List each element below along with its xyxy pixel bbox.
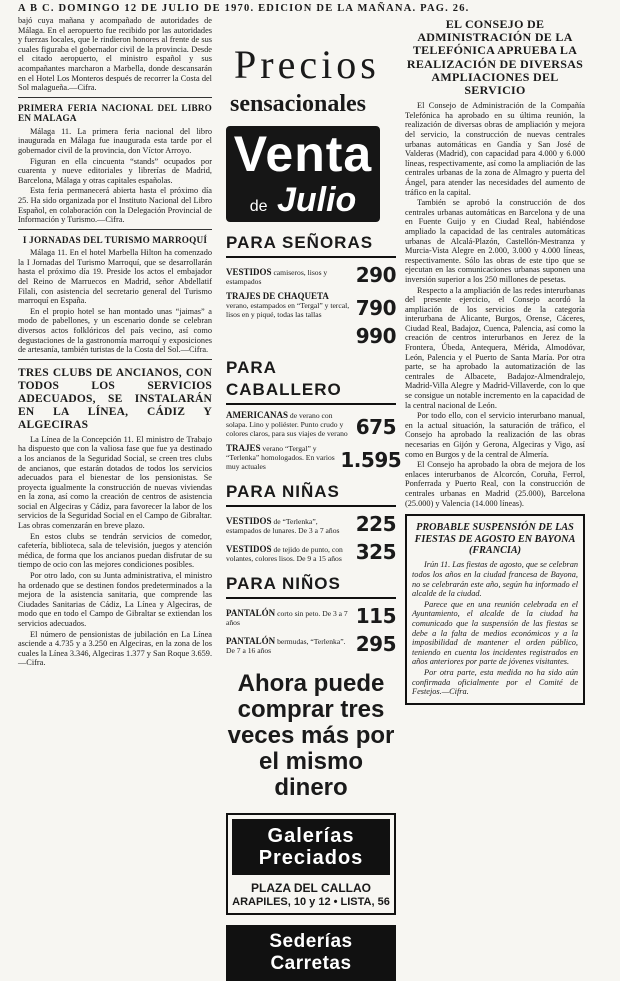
ad-item-title: VESTIDOS (226, 544, 272, 554)
ad-store-box (226, 813, 396, 915)
paragraph: Irún 11. Las fiestas de agosto, que se celebran todos los años en la ciudad francesa de Bayona, no se celebrarán este año, según ha informado el alcalde de la ciudad. (412, 560, 578, 599)
ad-item-title: TRAJES DE CHAQUETA (226, 291, 329, 301)
ad-de-text: de (249, 198, 268, 215)
ad-item-row (226, 411, 396, 438)
ad-item-desc (226, 637, 351, 655)
paragraph: También se aprobó la construcción de dos centrales urbanas automáticas en Barcelona y de una en Fuente Guijo y en Ciudad Real, habiéndose ampliado la capacidad de las centrales automáticas urbanas de Alcalá-Plazón, Castellón-Mestranza y Murcia-Vista Alegre en 2.000, 3.000 y 4.000 líneas, respectivamente. Sólo las obras de este tipo que se ejecutan en las comunicaciones urbanas suponen una inversión superior a los 250 millones de pesetas. (405, 198, 585, 284)
ad-item-text: verano “Tergal” y “Terlenka” homologados. En varios muy actuales (226, 444, 335, 471)
ad-item-desc (226, 268, 351, 286)
ad-store-address-2: ARAPILES, 10 y 12 • LISTA, 56 (232, 896, 390, 908)
divider (18, 97, 212, 98)
ad-headline-precios: Precios (234, 42, 380, 87)
ad-item-desc (226, 517, 351, 535)
ad-store-address: PLAZA DEL CALLAO (251, 881, 371, 895)
column-left (18, 16, 212, 669)
ad-list-caballero (226, 410, 402, 472)
paragraph: La Línea de la Concepción 11. El ministro de Trabajo ha dispuesto que con la valiosa fase que fue ya destinado a los ancianos de la Seguridad Social, se creen tres clubs de ancianos, que estarán dotados de todos los servicios adecuados para el bienestar de los pensionistas. Se proyecta igualmente la construcción de nuevas viviendas en la zona, así como la creación de centros de asistencia social en Algeciras y Cádiz, para favorecer la labor de los servicios de la Seguridad Social en el Campo de Gibraltar. Las obras comenzarán en breve plazo. (18, 434, 212, 531)
column-right (405, 16, 585, 705)
paragraph: Por otra parte, esta medida no ha sido aún confirmada oficialmente por el Comité de Festejos.—Cifra. (412, 667, 578, 697)
divider (18, 229, 212, 230)
paragraph: Málaga 11. La primera feria nacional del libro inaugurada en Málaga fue inaugurada esta tarde por el gobernador civil de la provincia, don Víctor Arroyo. (18, 126, 212, 155)
ad-section-caballero: PARA CABALLERO (226, 357, 396, 405)
ad-item-price: 225 (355, 512, 396, 536)
paragraph: Respecto a la ampliación de las redes interurbanas del presente ejercicio, el Consejo acordó la ampliación de los servicios de la categoría interurbana de Alicante, Burgos, Orense, Cáceres, Ciudad Real, Badajoz, Cuenca, Palencia, así como la creación de centros interurbanos en Jerez de la Frontera, Úbeda, Antequera, Mérida, Almodóvar, León, Palencia y el Puerto de Santa María. Por otra parte, se ha aprobado la automatización de las centrales de Albacete, Badajoz-Almendralejo, Madrid-Villa Alegre y Madrid-Villaverde, con lo que se consigue un notable incremento en la capacidad de la central nacional de León. (405, 285, 585, 410)
paragraph: En el propio hotel se han montado unas “jaimas” a modo de pabellones, y un escenario donde se celebran diversos actos folklóricos del país vecino, así como degustaciones de la gastronomía marroquí y exposiciones de artesanía, también turistas de la Costa del Sol.—Cifra. (18, 306, 212, 355)
ad-list-senoras (226, 264, 396, 347)
ad-item-title: PANTALÓN (226, 636, 276, 646)
paragraph: En estos clubs se tendrán servicios de comedor, cafetería, biblioteca, sala de televisión, juegos y atención médica, de forma que los ancianos puedan disfrutar de su tiempo de ocio con las mejores condiciones posibles. (18, 531, 212, 570)
ad-venta-block (226, 126, 380, 222)
ad-list-ninas (226, 513, 396, 563)
headline-turismo-marroqui: I JORNADAS DEL TURISMO MARROQUÍ (22, 234, 208, 245)
ad-section-ninas: PARA NIÑAS (226, 481, 396, 507)
ad-item-price: 790 (355, 296, 396, 320)
ad-headline-sensacionales: sensacionales (230, 91, 367, 117)
ad-item-row (226, 325, 396, 347)
boxed-article-bayona (405, 514, 585, 705)
paragraph: Por otro lado, con su Junta administrativa, el ministro ha ordenado que se destinen fondos predeterminados a la mejora de la asistencia sanitaria, que comprende las Ciudades Sanitarias de Cádiz, La Línea y Algeciras, de modo que en todo el Campo de Gibraltar se extiendan los servicios adecuados. (18, 571, 212, 628)
divider (18, 359, 212, 360)
headline-telefonica: EL CONSEJO DE ADMINISTRACIÓN DE LA TELEFÓNICA APRUEBA LA REALIZACIÓN DE DIVERSAS AMPLIACIONES DEL SERVICIO (406, 17, 584, 98)
ad-item-text: de “Terlenka”, estampados de lunares. De 3 a 7 años (226, 517, 340, 535)
headline-bayona: PROBABLE SUSPENSIÓN DE LAS FIESTAS DE AGOSTO EN BAYONA (FRANCIA) (414, 522, 576, 556)
headline-clubs-ancianos: TRES CLUBS DE ANCIANOS, CON TODOS LOS SERVICIOS ADECUADOS, SE INSTALARÁN EN LA LÍNEA, CÁDIZ Y ALGECIRAS (18, 366, 212, 431)
headline-feria-libro: PRIMERA FERIA NACIONAL DEL LIBRO EN MALAGA (18, 102, 212, 124)
ad-item-row (226, 264, 396, 286)
paragraph: Esta feria permanecerá abierta hasta el próximo día 25. Ha sido organizada por el Instituto Nacional del Libro Español, en colaboración con la Delegación Provincial de Información y Turismo.—Cifra. (18, 186, 212, 225)
ad-item-price: 295 (355, 632, 396, 656)
paragraph: El Consejo ha aprobado la obra de mejora de los enlaces interurbanos de Alcorcón, Coruña, Ferrol, Ponferrada y Puerto Real, con la construcción de centrales urbanas en Madrid (25.000), Barcelona (25.000) y Valencia (14.000 líneas). (405, 460, 585, 508)
page-header: A B C. DOMINGO 12 DE JULIO DE 1970. EDICION DE LA MAÑANA. PAG. 26. (18, 3, 470, 14)
ad-item-row (226, 292, 396, 319)
ad-item-text: de tejido de punto, con volantes, colores lisos. De 9 a 15 años (226, 545, 343, 563)
ad-item-row (226, 605, 396, 627)
ad-item-desc (226, 545, 351, 563)
ad-item-title: PANTALÓN (226, 608, 276, 618)
ad-item-title: AMERICANAS (226, 410, 289, 420)
ad-item-desc (226, 444, 340, 471)
article-lead: bajó cuya mañana y acompañado de autoridades de Málaga. En el aeropuerto fue recibido por las autoridades y fuerzas locales, que le rindieron honores al frente de sus cuales figuraba el gobernador civil de la provincia. Desde el citado aeropuerto, el ministro español y sus acompañantes marcharon a Marbella, donde descansarán en el Hotel Los Monteros después de recorrer la Costa del Sol malagueña.—Cifra. (18, 16, 212, 93)
ad-item-text: de verano con solapa. Lino y poliéster. Punto crudo y colores claros, para sus viajes de verano (226, 411, 348, 438)
ad-item-price: 325 (355, 540, 396, 564)
ad-item-text: corto sin peto. De 3 a 7 años (226, 609, 348, 627)
ad-item-title: VESTIDOS (226, 516, 272, 526)
ad-item-price: 1.595 (340, 448, 402, 472)
ad-item-row (226, 541, 396, 563)
ad-julio-line (226, 182, 380, 225)
ad-item-title: TRAJES (226, 443, 261, 453)
ad-section-ninos: PARA NIÑOS (226, 573, 396, 599)
ad-section-senoras: PARA SEÑORAS (226, 232, 396, 258)
ad-item-desc (226, 609, 351, 627)
paragraph: Por todo ello, con el servicio interurbano manual, en la actual situación, la saturación de tráfico, el Consejo ha aprobado la realización de las obras necesarias en Gijón y Gerona, Algeciras y Vigo, así como en Burgos y de la central de Almería. (405, 411, 585, 459)
ad-item-price: 115 (355, 604, 396, 628)
ad-item-price: 675 (355, 415, 396, 439)
ad-item-desc (226, 411, 351, 438)
ad-venta-text: Venta (233, 126, 373, 182)
ad-list-ninos (226, 605, 396, 655)
ad-item-price: 290 (355, 263, 396, 287)
ad-item-row (226, 633, 396, 655)
ad-item-desc (226, 292, 351, 319)
paragraph: Málaga 11. En el hotel Marbella Hilton ha comenzado la I Jornadas del Turismo Marroquí, que se desarrollarán hasta el próximo día 19. Preside los actos el embajador del Reino de Marruecos en Madrid, señor Abdellatif Filali, con asistencia del secretario general del Turismo marroquí en España. (18, 248, 212, 306)
ad-item-text: camiseros, lisos y estampados (226, 268, 328, 286)
paragraph: Parece que en una reunión celebrada en el Ayuntamiento, el alcalde de la ciudad ha comunicado que la suspensión de las fiestas se debe a la falta de medios económicos y a la imposibilidad de mantener el orden público, teniendo en cuenta los incidentes registrados en años anteriores por parte de jóvenes visitantes. (412, 599, 578, 667)
ad-store-name: Galerías Preciados (232, 819, 390, 875)
paragraph: Figuran en ella cincuenta “stands” ocupados por cuarenta y nueve editoriales y librerías de Madrid, Barcelona, Málaga y otras capitales españolas. (18, 156, 212, 185)
ad-julio-text: Julio (276, 181, 357, 219)
ad-slogan: Ahora puede comprar tres veces más por el mismo dinero (227, 670, 395, 801)
paragraph: El número de pensionistas de jubilación en La Línea asciende a 4.735 y a 3.250 en Algeciras, en la zona de los cuales la Línea 3.346, Algeciras 1.377 y San Roque 3.659.—Cifra. (18, 629, 213, 668)
ad-item-price: 990 (355, 324, 396, 348)
ad-item-title: VESTIDOS (226, 267, 272, 277)
ad-item-row (226, 443, 402, 472)
ad-sederias: Sederías Carretas (226, 925, 396, 981)
ad-item-text: verano, estampados en “Tergal” y tercal, lisos en y piqué, todas las tallas (226, 301, 350, 319)
ad-item-text: bermudas, “Terlenka”. De 7 a 16 años (226, 637, 346, 655)
paragraph: El Consejo de Administración de la Compañía Telefónica ha aprobado en su última reunión, la realización de diversas obras de ampliación y mejora del servicio, la construcción de nuevas centrales urbanas automáticas en Gandía y San José de Valderas (Madrid), con capacidad para 4.000 y 6.000 líneas, respectivamente, así como la ampliación de las centrales urbanas de la zona de Almagro y puerta del Ángel, para atender las necesidades del aumento de tráfico en la capital. (405, 101, 585, 197)
ad-item-row (226, 513, 396, 535)
advertisement-galerias (226, 42, 402, 974)
